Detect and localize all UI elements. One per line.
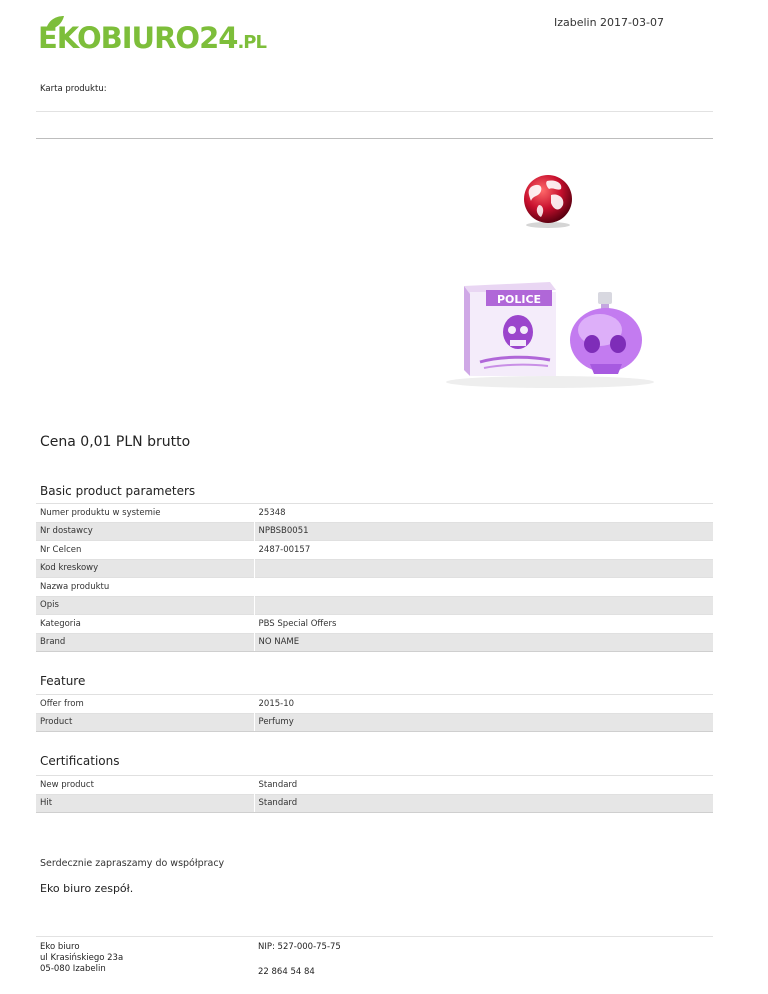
- param-value: NPBSB0051: [254, 522, 713, 541]
- section-title-basic: Basic product parameters: [40, 484, 196, 498]
- company-logo: [38, 14, 278, 56]
- param-value: [254, 559, 713, 578]
- footer-nip: NIP: 527-000-75-75: [258, 942, 341, 952]
- param-key: Opis: [36, 596, 254, 615]
- table-row: [36, 713, 713, 732]
- param-value: Standard: [254, 794, 713, 813]
- product-image: [440, 278, 660, 390]
- footer-company: Eko biuro: [40, 942, 80, 952]
- logo-wordmark: EKOBIURO24.PL: [38, 21, 266, 55]
- table-row: [36, 615, 713, 634]
- table-row: [36, 578, 713, 597]
- param-value: 25348: [254, 504, 713, 523]
- param-value: [254, 578, 713, 597]
- table-row: [36, 633, 713, 652]
- basic-params-table: [36, 503, 713, 652]
- feature-table: [36, 694, 713, 732]
- param-value: 2487-00157: [254, 541, 713, 560]
- table-row: [36, 504, 713, 523]
- card-label: Karta produktu:: [40, 84, 107, 94]
- divider: [36, 138, 713, 139]
- box-brand-label: POLICE: [496, 293, 542, 306]
- globe-icon: [517, 173, 579, 229]
- param-value: NO NAME: [254, 633, 713, 652]
- param-value: PBS Special Offers: [254, 615, 713, 634]
- param-key: Nr dostawcy: [36, 522, 254, 541]
- certifications-table: [36, 775, 713, 813]
- table-row: [36, 794, 713, 813]
- section-title-certifications: Certifications: [40, 754, 120, 768]
- table-row: [36, 695, 713, 714]
- param-key: Nr Celcen: [36, 541, 254, 560]
- footer-phone: 22 864 54 84: [258, 967, 315, 977]
- param-key: Nazwa produktu: [36, 578, 254, 597]
- param-value: [254, 596, 713, 615]
- divider: [36, 111, 713, 112]
- section-title-feature: Feature: [40, 674, 86, 688]
- param-value: Standard: [254, 776, 713, 795]
- table-row: [36, 559, 713, 578]
- invite-text: Serdecznie zapraszamy do współpracy: [40, 858, 225, 869]
- product-price: Cena 0,01 PLN brutto: [40, 434, 191, 450]
- param-key: Kategoria: [36, 615, 254, 634]
- table-row: [36, 541, 713, 560]
- footer-street: ul Krasińskiego 23a: [40, 953, 124, 963]
- param-value: Perfumy: [254, 713, 713, 732]
- date-line: Izabelin 2017-03-07: [553, 16, 664, 29]
- param-key: Numer produktu w systemie: [36, 504, 254, 523]
- param-key: Product: [36, 713, 254, 732]
- footer-address: [40, 942, 123, 975]
- param-value: 2015-10: [254, 695, 713, 714]
- param-key: Hit: [36, 794, 254, 813]
- team-signature: Eko biuro zespół.: [40, 882, 134, 895]
- table-row: [36, 596, 713, 615]
- param-key: New product: [36, 776, 254, 795]
- divider: [36, 936, 713, 937]
- param-key: Brand: [36, 633, 254, 652]
- param-key: Kod kreskowy: [36, 559, 254, 578]
- param-key: Offer from: [36, 695, 254, 714]
- table-row: [36, 776, 713, 795]
- footer-city: 05-080 Izabelin: [40, 964, 106, 974]
- table-row: [36, 522, 713, 541]
